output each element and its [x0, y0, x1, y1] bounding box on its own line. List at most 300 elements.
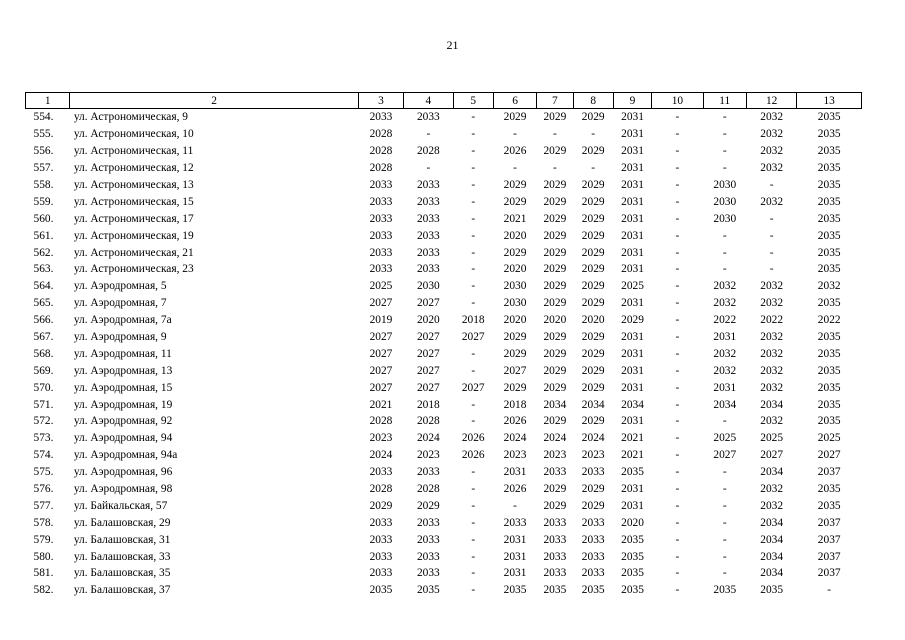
- year-cell: 2031: [621, 347, 644, 360]
- year-cell: 2025: [713, 432, 737, 445]
- year-cell: 2035: [581, 584, 605, 597]
- year-cell: -: [769, 179, 774, 191]
- row-number-cell: 577.: [33, 499, 54, 512]
- year-cell: 2031: [621, 483, 644, 496]
- year-cell: 2031: [621, 263, 644, 276]
- row-number-cell: 563.: [33, 263, 54, 276]
- year-cell: -: [675, 398, 680, 411]
- column-header: 12: [746, 93, 796, 109]
- year-cell: 2029: [581, 179, 605, 191]
- year-cell: 2029: [543, 364, 567, 377]
- year-cell: 2032: [760, 347, 784, 360]
- year-cell: 2032: [760, 162, 784, 175]
- year-cell: 2024: [416, 432, 440, 445]
- year-cell: 2032: [713, 364, 737, 377]
- year-cell: 2029: [543, 145, 567, 158]
- year-cell: 2033: [416, 263, 440, 276]
- column-header: 8: [573, 93, 613, 109]
- row-number-cell: 573.: [33, 432, 54, 445]
- year-cell: 2035: [817, 246, 841, 259]
- year-cell: 2026: [503, 415, 527, 428]
- header-row: [26, 93, 862, 109]
- table-row: [26, 261, 862, 278]
- year-cell: 2033: [543, 567, 567, 580]
- year-cell: 2032: [760, 381, 784, 394]
- year-cell: -: [675, 246, 680, 259]
- row-number-cell: 562.: [33, 246, 54, 259]
- year-cell: -: [471, 212, 476, 225]
- year-cell: 2029: [581, 212, 605, 225]
- year-cell: 2029: [581, 483, 605, 496]
- year-cell: 2035: [621, 466, 644, 479]
- year-cell: -: [675, 381, 680, 394]
- year-cell: 2023: [581, 449, 605, 462]
- address-cell: ул. Астрономическая, 17: [73, 212, 194, 225]
- table-row: [26, 227, 862, 244]
- year-cell: 2035: [621, 533, 644, 546]
- row-number-cell: 555.: [33, 128, 54, 141]
- year-cell: -: [426, 162, 431, 175]
- year-cell: 2033: [369, 195, 393, 208]
- year-cell: 2033: [369, 179, 393, 191]
- year-cell: 2027: [416, 347, 440, 360]
- year-cell: 2033: [369, 533, 393, 546]
- year-cell: -: [471, 128, 476, 141]
- year-cell: 2037: [817, 550, 841, 563]
- table-row: [26, 464, 862, 481]
- year-cell: -: [471, 364, 476, 377]
- year-cell: 2029: [503, 347, 527, 360]
- table-row: [26, 210, 862, 227]
- row-number-cell: 554.: [33, 111, 54, 124]
- year-cell: 2031: [621, 229, 644, 242]
- year-cell: 2031: [621, 297, 644, 310]
- year-cell: 2029: [503, 111, 527, 124]
- year-cell: -: [675, 297, 680, 310]
- year-cell: 2033: [581, 466, 605, 479]
- year-cell: -: [722, 128, 727, 141]
- year-cell: 2034: [760, 550, 784, 563]
- year-cell: 2021: [503, 212, 527, 225]
- year-cell: 2027: [760, 449, 784, 462]
- column-header: 3: [358, 93, 403, 109]
- year-cell: 2031: [621, 212, 644, 225]
- table-row: [26, 193, 862, 210]
- column-header: 2: [70, 93, 358, 109]
- year-cell: 2035: [503, 584, 527, 597]
- year-cell: -: [471, 162, 476, 175]
- address-cell: ул. Аэродромная, 9: [73, 331, 167, 344]
- year-cell: 2027: [817, 449, 841, 462]
- year-cell: 2029: [543, 246, 567, 259]
- year-cell: 2030: [713, 195, 737, 208]
- address-cell: ул. Аэродромная, 7: [73, 297, 167, 310]
- year-cell: 2033: [543, 516, 567, 529]
- year-cell: 2032: [760, 499, 784, 512]
- year-cell: 2033: [416, 246, 440, 259]
- year-cell: -: [675, 111, 680, 124]
- year-cell: 2031: [621, 145, 644, 158]
- year-cell: -: [471, 246, 476, 259]
- year-cell: -: [591, 162, 596, 175]
- year-cell: -: [675, 195, 680, 208]
- address-cell: ул. Балашовская, 37: [73, 584, 171, 597]
- year-cell: 2029: [621, 314, 644, 327]
- year-cell: -: [471, 567, 476, 580]
- address-cell: ул. Аэродромная, 94: [73, 432, 173, 445]
- year-cell: 2029: [543, 111, 567, 124]
- year-cell: 2031: [621, 246, 644, 259]
- row-number-cell: 576.: [33, 483, 54, 496]
- year-cell: -: [722, 550, 727, 563]
- table-row: [26, 109, 862, 126]
- year-cell: 2031: [621, 415, 644, 428]
- year-cell: 2033: [369, 111, 393, 124]
- year-cell: 2032: [760, 415, 784, 428]
- year-cell: 2018: [461, 314, 485, 327]
- table-body: [26, 109, 862, 599]
- column-header: 10: [652, 93, 703, 109]
- year-cell: 2029: [543, 212, 567, 225]
- year-cell: 2034: [760, 516, 784, 529]
- table-row: [26, 481, 862, 498]
- year-cell: -: [471, 263, 476, 276]
- year-cell: 2031: [713, 381, 737, 394]
- row-number-cell: 574.: [33, 449, 54, 462]
- year-cell: 2027: [416, 364, 440, 377]
- year-cell: 2035: [621, 567, 644, 580]
- year-cell: 2023: [503, 449, 527, 462]
- row-number-cell: 571.: [33, 398, 54, 411]
- year-cell: -: [722, 533, 727, 546]
- year-cell: 2032: [760, 128, 784, 141]
- year-cell: -: [722, 466, 727, 479]
- address-cell: ул. Балашовская, 33: [73, 550, 171, 563]
- year-cell: 2035: [817, 483, 841, 496]
- year-cell: -: [675, 483, 680, 496]
- year-cell: 2029: [581, 111, 605, 124]
- year-cell: 2027: [416, 331, 440, 344]
- year-cell: -: [675, 567, 680, 580]
- year-cell: 2035: [817, 128, 841, 141]
- year-cell: 2028: [369, 483, 393, 496]
- year-cell: 2027: [461, 331, 485, 344]
- column-header: 4: [404, 93, 453, 109]
- year-cell: -: [675, 162, 680, 175]
- year-cell: -: [675, 499, 680, 512]
- year-cell: -: [471, 499, 476, 512]
- year-cell: -: [722, 246, 727, 259]
- year-cell: 2029: [581, 246, 605, 259]
- address-cell: ул. Аэродромная, 5: [73, 280, 167, 293]
- row-number-cell: 575.: [33, 466, 54, 479]
- address-cell: ул. Балашовская, 29: [73, 516, 171, 529]
- year-cell: 2035: [817, 499, 841, 512]
- year-cell: 2035: [760, 584, 784, 597]
- year-cell: 2029: [581, 195, 605, 208]
- row-number-cell: 582.: [33, 584, 54, 597]
- year-cell: 2033: [416, 111, 440, 124]
- table-row: [26, 312, 862, 329]
- year-cell: 2031: [621, 381, 644, 394]
- year-cell: 2035: [817, 179, 841, 191]
- year-cell: 2027: [713, 449, 737, 462]
- year-cell: 2029: [503, 246, 527, 259]
- year-cell: -: [722, 229, 727, 242]
- year-cell: 2026: [461, 432, 485, 445]
- year-cell: 2034: [713, 398, 737, 411]
- year-cell: -: [722, 162, 727, 175]
- year-cell: 2029: [369, 499, 393, 512]
- year-cell: 2031: [621, 111, 644, 124]
- year-cell: 2027: [369, 347, 393, 360]
- year-cell: 2031: [621, 179, 644, 191]
- year-cell: 2032: [760, 483, 784, 496]
- year-cell: 2030: [713, 179, 737, 191]
- year-cell: 2027: [416, 381, 440, 394]
- year-cell: 2029: [503, 195, 527, 208]
- table-row: [26, 531, 862, 548]
- row-number-cell: 560.: [33, 212, 54, 225]
- year-cell: 2033: [369, 246, 393, 259]
- table-row: [26, 177, 862, 194]
- row-number-cell: 567.: [33, 331, 54, 344]
- year-cell: 2026: [503, 483, 527, 496]
- year-cell: 2025: [760, 432, 784, 445]
- year-cell: 2032: [760, 331, 784, 344]
- year-cell: 2033: [503, 516, 527, 529]
- address-cell: ул. Астрономическая, 11: [73, 145, 194, 158]
- year-cell: 2032: [760, 111, 784, 124]
- year-cell: -: [675, 128, 680, 141]
- row-number-cell: 564.: [33, 280, 54, 293]
- year-cell: 2031: [621, 128, 644, 141]
- year-cell: 2027: [416, 297, 440, 310]
- year-cell: 2033: [416, 516, 440, 529]
- year-cell: 2029: [503, 331, 527, 344]
- year-cell: 2029: [543, 499, 567, 512]
- year-cell: 2018: [503, 398, 527, 411]
- year-cell: 2028: [369, 415, 393, 428]
- year-cell: -: [675, 432, 680, 445]
- year-cell: 2035: [817, 297, 841, 310]
- year-cell: -: [675, 347, 680, 360]
- year-cell: 2025: [817, 432, 841, 445]
- year-cell: -: [675, 145, 680, 158]
- year-cell: 2020: [416, 314, 440, 327]
- year-cell: -: [722, 567, 727, 580]
- year-cell: -: [675, 533, 680, 546]
- row-number-cell: 578.: [33, 516, 54, 529]
- year-cell: -: [722, 415, 727, 428]
- year-cell: 2029: [543, 297, 567, 310]
- address-cell: ул. Балашовская, 31: [73, 533, 171, 546]
- year-cell: 2029: [416, 499, 440, 512]
- year-cell: 2030: [503, 297, 527, 310]
- year-cell: -: [471, 533, 476, 546]
- year-cell: 2035: [713, 584, 737, 597]
- year-cell: 2032: [760, 297, 784, 310]
- year-cell: -: [722, 483, 727, 496]
- year-cell: 2033: [369, 212, 393, 225]
- year-cell: 2030: [416, 280, 440, 293]
- year-cell: 2029: [503, 179, 527, 191]
- year-cell: 2027: [369, 381, 393, 394]
- address-cell: ул. Аэродромная, 19: [73, 398, 173, 411]
- year-cell: 2031: [503, 550, 527, 563]
- year-cell: 2029: [543, 229, 567, 242]
- table-row: [26, 362, 862, 379]
- column-header: 13: [797, 93, 862, 109]
- year-cell: -: [675, 550, 680, 563]
- year-cell: 2032: [713, 347, 737, 360]
- year-cell: 2037: [817, 533, 841, 546]
- year-cell: -: [471, 280, 476, 293]
- year-cell: 2035: [621, 584, 644, 597]
- year-cell: 2029: [543, 415, 567, 428]
- year-cell: 2034: [760, 466, 784, 479]
- year-cell: 2033: [416, 466, 440, 479]
- year-cell: 2033: [369, 516, 393, 529]
- table-row: [26, 143, 862, 160]
- year-cell: 2033: [416, 567, 440, 580]
- year-cell: -: [722, 263, 727, 276]
- year-cell: -: [471, 466, 476, 479]
- year-cell: 2029: [543, 483, 567, 496]
- row-number-cell: 579.: [33, 533, 54, 546]
- year-cell: -: [471, 111, 476, 124]
- year-cell: -: [722, 111, 727, 124]
- table-row: [26, 295, 862, 312]
- year-cell: 2035: [817, 381, 841, 394]
- column-header: 9: [613, 93, 651, 109]
- year-cell: 2033: [416, 179, 440, 191]
- year-cell: 2020: [503, 314, 527, 327]
- year-cell: 2024: [369, 449, 393, 462]
- year-cell: 2029: [581, 280, 605, 293]
- year-cell: 2022: [760, 314, 784, 327]
- table-row: [26, 396, 862, 413]
- table-row: [26, 413, 862, 430]
- year-cell: 2033: [416, 212, 440, 225]
- year-cell: 2027: [369, 364, 393, 377]
- table-row: [26, 447, 862, 464]
- year-cell: 2031: [621, 195, 644, 208]
- row-number-cell: 580.: [33, 550, 54, 563]
- row-number-cell: 568.: [33, 347, 54, 360]
- year-cell: 2023: [543, 449, 567, 462]
- table-row: [26, 278, 862, 295]
- year-cell: 2035: [817, 195, 841, 208]
- year-cell: -: [722, 499, 727, 512]
- row-number-cell: 581.: [33, 567, 54, 580]
- year-cell: 2029: [581, 364, 605, 377]
- year-cell: 2031: [503, 567, 527, 580]
- year-cell: -: [675, 179, 680, 191]
- year-cell: 2029: [581, 381, 605, 394]
- year-cell: 2030: [713, 212, 737, 225]
- year-cell: -: [769, 212, 774, 225]
- address-cell: ул. Балашовская, 35: [73, 567, 171, 580]
- year-cell: 2021: [621, 449, 644, 462]
- year-cell: 2035: [817, 111, 841, 124]
- year-cell: -: [675, 263, 680, 276]
- year-cell: 2029: [543, 179, 567, 191]
- schedule-table: [25, 92, 862, 599]
- address-cell: ул. Астрономическая, 12: [73, 162, 194, 175]
- year-cell: 2031: [621, 162, 644, 175]
- year-cell: 2027: [503, 364, 527, 377]
- year-cell: -: [769, 229, 774, 242]
- year-cell: 2028: [369, 128, 393, 141]
- year-cell: 2032: [713, 280, 737, 293]
- year-cell: 2031: [621, 499, 644, 512]
- year-cell: -: [471, 195, 476, 208]
- year-cell: -: [471, 179, 476, 191]
- year-cell: 2029: [543, 195, 567, 208]
- table-row: [26, 329, 862, 346]
- row-number-cell: 565.: [33, 297, 54, 310]
- table-row: [26, 497, 862, 514]
- table-row: [26, 582, 862, 599]
- year-cell: 2027: [461, 381, 485, 394]
- year-cell: -: [513, 162, 517, 175]
- year-cell: 2034: [543, 398, 567, 411]
- year-cell: 2032: [760, 195, 784, 208]
- address-cell: ул. Астрономическая, 13: [73, 179, 194, 191]
- column-header: 1: [26, 93, 70, 109]
- row-number-cell: 559.: [33, 195, 54, 208]
- year-cell: 2021: [369, 398, 393, 411]
- year-cell: 2030: [503, 280, 527, 293]
- address-cell: ул. Аэродромная, 7а: [73, 314, 172, 327]
- year-cell: 2024: [503, 432, 527, 445]
- year-cell: -: [675, 466, 680, 479]
- year-cell: 2037: [817, 516, 841, 529]
- table-row: [26, 514, 862, 531]
- address-cell: ул. Астрономическая, 10: [73, 128, 194, 141]
- year-cell: 2029: [581, 297, 605, 310]
- year-cell: 2029: [543, 263, 567, 276]
- row-number-cell: 556.: [33, 145, 54, 158]
- year-cell: 2033: [369, 567, 393, 580]
- address-cell: ул. Аэродромная, 98: [73, 483, 173, 496]
- year-cell: 2029: [543, 381, 567, 394]
- year-cell: 2024: [543, 432, 567, 445]
- address-cell: ул. Аэродромная, 94а: [73, 449, 178, 462]
- address-cell: ул. Аэродромная, 92: [73, 415, 173, 428]
- year-cell: -: [675, 229, 680, 242]
- year-cell: 2020: [503, 263, 527, 276]
- year-cell: -: [513, 128, 517, 141]
- table-row: [26, 565, 862, 582]
- year-cell: -: [471, 297, 476, 310]
- year-cell: -: [769, 263, 774, 276]
- table-row: [26, 160, 862, 177]
- year-cell: 2023: [416, 449, 440, 462]
- year-cell: 2032: [760, 364, 784, 377]
- year-cell: -: [675, 280, 680, 293]
- year-cell: 2021: [621, 432, 644, 445]
- column-header: 11: [703, 93, 746, 109]
- table-row: [26, 126, 862, 143]
- table-row: [26, 345, 862, 362]
- row-number-cell: 569.: [33, 364, 54, 377]
- year-cell: 2033: [543, 550, 567, 563]
- year-cell: 2029: [503, 381, 527, 394]
- year-cell: 2025: [621, 280, 644, 293]
- year-cell: 2031: [621, 364, 644, 377]
